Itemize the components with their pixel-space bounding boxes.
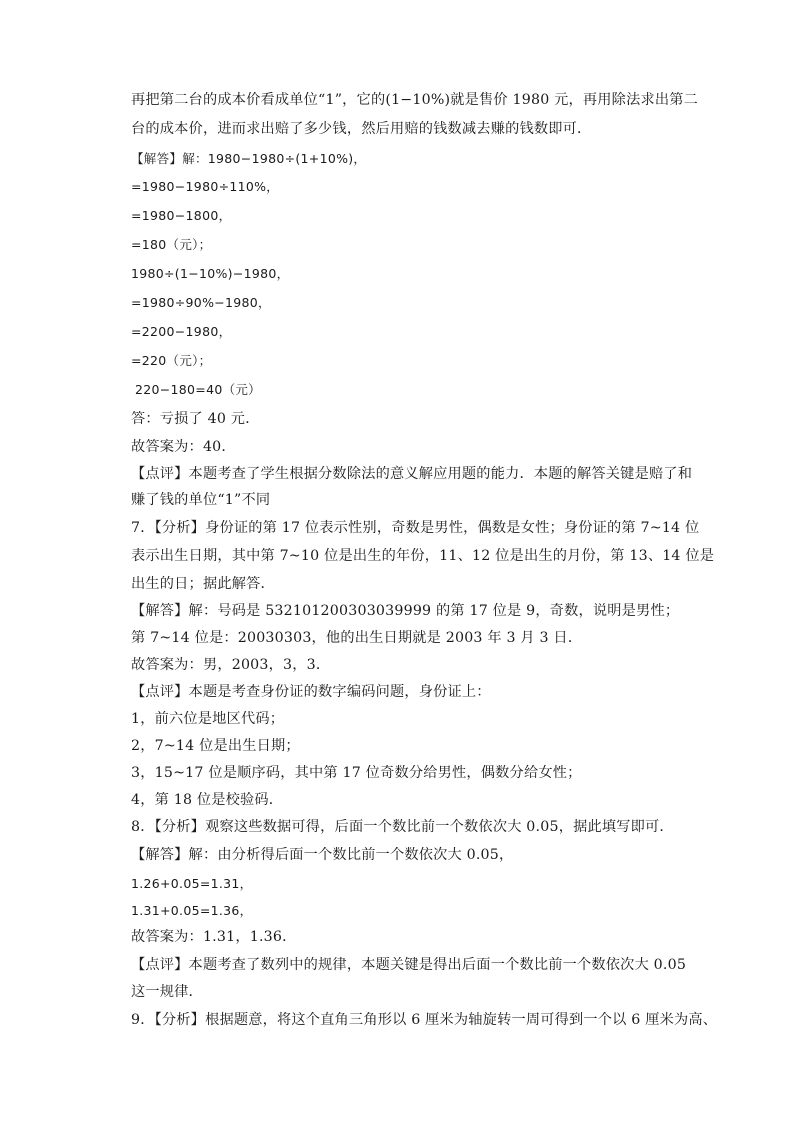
text-line: 出生的日；据此解答． — [131, 576, 275, 592]
equation-line: 1.31+0.05=1.36， — [131, 903, 253, 918]
comment-line: 【点评】本题考查了数列中的规律，本题关键是得出后面一个数比前一个数依次大 0.05 — [131, 957, 687, 973]
answer-line: 故答案为：1.31，1.36． — [131, 929, 297, 945]
equation-line: =1980−1800， — [131, 208, 232, 223]
answer-line: 故答案为：40． — [131, 439, 236, 455]
equation-line: =1980−1980÷110%， — [131, 179, 280, 194]
comment-line: 这一规律． — [131, 984, 203, 1000]
text-line: 【解答】解：由分析得后面一个数比前一个数依次大 0.05， — [131, 847, 514, 863]
text-line: 【解答】解：号码是 532101200303039999 的第 17 位是 9，奇数，说明是男性； — [131, 603, 680, 619]
list-item: 1，前六位是地区代码； — [131, 711, 285, 727]
text-line: 表示出生日期，其中第 7~10 位是出生的年份，11、12 位是出生的月份，第 13、14 位是 — [131, 548, 715, 564]
list-item: 4，第 18 位是校验码． — [131, 792, 284, 808]
question-7-analysis: 7．【分析】身份证的第 17 位表示性别，奇数是男性，偶数是女性；身份证的第 7~14 位 — [131, 520, 700, 536]
equation-line: =220（元）； — [131, 353, 212, 368]
question-8-analysis: 8．【分析】观察这些数据可得，后面一个数比前一个数依次大 0.05，据此填写即可． — [131, 819, 674, 835]
list-item: 3，15~17 位是顺序码，其中第 17 位奇数分给男性，偶数分给女性； — [131, 765, 582, 781]
comment-line: 赚了钱的单位“1”不同 — [131, 492, 271, 508]
question-9-analysis: 9．【分析】根据题意，将这个直角三角形以 6 厘米为轴旋转一周可得到一个以 6 厘米为高、 — [131, 1012, 718, 1028]
equation-line: 【解答】解：1980−1980÷(1+10%)， — [131, 151, 367, 166]
equation-line: 1980÷(1−10%)−1980， — [131, 266, 290, 281]
comment-line: 【点评】本题是考查身份证的数字编码问题，身份证上： — [131, 684, 491, 700]
text-line: 第 7~14 位是：20030303，他的出生日期就是 2003 年 3 月 3 日． — [131, 630, 583, 646]
list-item: 2，7~14 位是出生日期； — [131, 738, 300, 754]
answer-line: 答：亏损了 40 元． — [131, 411, 260, 427]
comment-line: 【点评】本题考查了学生根据分数除法的意义解应用题的能力．本题的解答关键是赔了和 — [131, 466, 693, 482]
text-line: 再把第二台的成本价看成单位“1”，它的(1−10%)就是售价 1980 元，再用除法求出第二 — [131, 92, 699, 108]
equation-line: =2200−1980， — [131, 324, 232, 339]
equation-line: =180（元）； — [131, 237, 212, 252]
text-line: 台的成本价，进而求出赔了多少钱，然后用赔的钱数减去赚的钱数即可． — [131, 121, 592, 137]
equation-line: 1.26+0.05=1.31， — [131, 876, 253, 891]
equation-line: 220−180=40（元） — [135, 382, 261, 397]
answer-line: 故答案为：男，2003，3，3． — [131, 657, 331, 673]
equation-line: =1980÷90%−1980， — [131, 295, 271, 310]
